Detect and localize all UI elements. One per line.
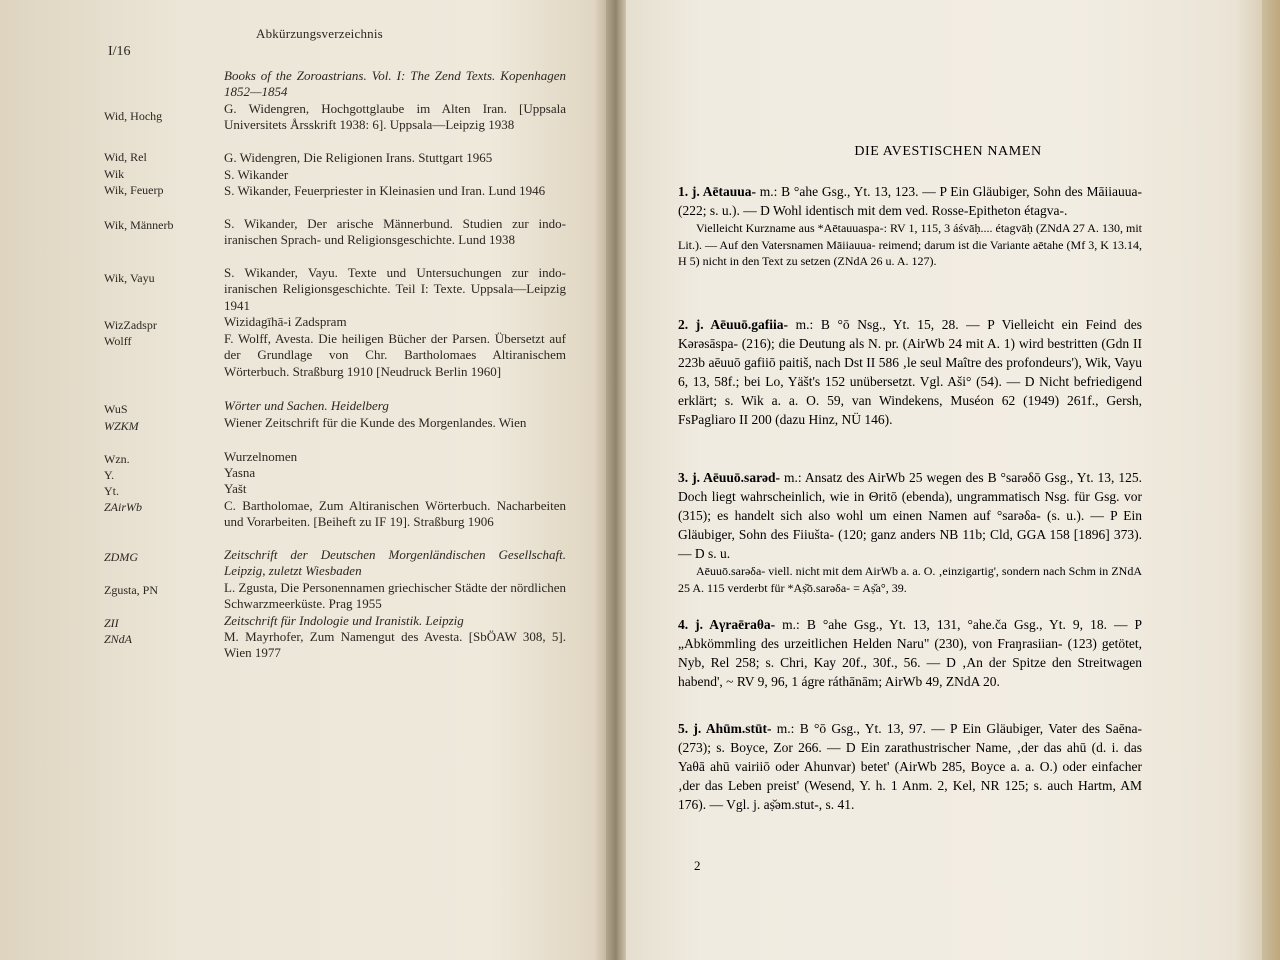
name-entry <box>678 615 1142 691</box>
page-number-right: 2 <box>694 858 701 873</box>
abbreviation-description: Wiener Zeitschrift für die Kunde des Morgenlandes. Wien <box>224 415 527 430</box>
abbreviation-description: F. Wolff, Avesta. Die heiligen Bücher der Parsen. Übersetzt auf der Grundlage von Chr. Bartholomaes Altiranischem Wörterbuch. Straßburg 1910 [Neudruck Berlin 1960] <box>224 331 566 379</box>
entry-body: m.: B °ahe Gsg., Yt. 13, 131, °ahe.ča Gsg., Yt. 9, 18. — P „Abkömmling des urzeitlichen Helden Naru" (230), von Fraŋrasiian- (123) getötet, Nyb, Rel 258; s. Chri, Kay 20f., 30f., 56. — D ‚An der Spitze den Streitwagen habend', ~ RV 9, 96, 1 ágre ráthānām; AirWb 49, ZNdA 20. <box>678 617 1142 689</box>
name-entry <box>678 315 1142 429</box>
abbreviation-description: Wizidagīhā-i Zadspram <box>224 314 347 329</box>
abbreviation-key: Wik, Männerb <box>104 218 174 232</box>
abbreviation-key: ZAirWb <box>104 500 143 514</box>
abbreviation-description: Wörter und Sachen. Heidelberg <box>224 398 389 413</box>
entry-number: 1. <box>678 184 689 199</box>
entry-number: 2. <box>678 317 689 332</box>
abbreviation-key: Wid, Hochg <box>104 109 163 123</box>
section-title: DIE AVESTISCHEN NAMEN <box>854 144 1042 159</box>
entry-headword: j. Aētauua- <box>691 184 757 199</box>
abbreviation-key: Y. <box>104 468 115 482</box>
entry-body: m.: B °ahe Gsg., Yt. 13, 123. — P Ein Gläubiger, Sohn des Māiiauua- (222; s. u.). — D Wohl identisch mit dem ved. Rosse-Epitheton étagva-. <box>678 184 1143 218</box>
abbreviation-description: C. Bartholomae, Zum Altiranischen Wörterbuch. Nacharbeiten und Vorarbeiten. [Beiheft zu IF 19]. Straßburg 1906 <box>224 498 566 530</box>
abbreviation-key: Wik, Feuerp <box>104 183 164 197</box>
entry-body: m.: Ansatz des AirWb 25 wegen des B °sarəδō Gsg., Yt. 13, 125. Doch liegt wahrscheinlich, wie in Θritō (ebenda), ungrammatisch Nsg. für Gsg. vor (315); es handelt sich also wohl um einen Namen auf °sarəδa- (s. u.). — P Ein Gläubiger, Sohn des Fiiušta- (120; ganz anders NB 11b; Cld, GGA 158 [1896] 373). — D s. u. <box>678 470 1143 561</box>
abbreviation-description: Zeitschrift für Indologie und Iranistik. Leipzig <box>224 613 464 628</box>
abbreviation-description: S. Wikander, Der arische Männerbund. Studien zur indo-iranischen Sprach- und Religionsgeschichte. Lund 1938 <box>224 216 566 248</box>
entry-headword: j. Ahūm.stūt- <box>693 721 772 736</box>
running-head: Abkürzungsverzeichnis <box>256 26 383 41</box>
abbreviation-description: L. Zgusta, Die Personennamen griechischer Städte der nördlichen Schwarzmeerküste. Prag 1955 <box>224 580 566 612</box>
abbreviation-key: Wik <box>104 167 125 181</box>
abbreviation-list <box>0 0 612 960</box>
entry-body: m.: B °ō Gsg., Yt. 13, 97. — P Ein Gläubiger, Vater des Saēna- (273); s. Boyce, Zor 266. — D Ein zarathustrischer Name, ‚der das ahū (d. i. das Yaθā ahū vairiiō oder Ahunvar) betet' (AirWb 285, Boyce a. a. O.) oder einfacher ‚der das Leben preist' (Wesend, Y. h. 1 Anm. 2, Kel, NR 125; s. auch Hartm, AM 176). — Vgl. j. aṣ̌əm.stut-, s. 41. <box>678 721 1143 812</box>
entry-body: m.: B °ō Nsg., Yt. 15, 28. — P Vielleicht ein Feind des Kərəsāspa- (216); die Deutung als N. pr. (AirWb 24 mit A. 1) wird bestritten (Gdn II 223b aēuuō gafiiō paitiš, nach Dst II 586 ‚le seul Maître des profondeurs'), Wik, Vayu 6, 13, 58f.; bei Lo, Yäšt's 152 unübersetzt. Vgl. Aši° (54). — D Nicht befriedigend erklärt; s. Wik a. a. O. 59, van Windekens, Muséon 62 (1949) 261f., Gersh, FsPagliaro II 200 (dazu Hinz, NÜ 146). <box>678 317 1143 427</box>
abbreviation-key: Yt. <box>104 484 119 498</box>
name-entry <box>678 719 1142 814</box>
abbreviation-description: Zeitschrift der Deutschen Morgenländischen Gesellschaft. Leipzig, zuletzt Wiesbaden <box>224 547 566 579</box>
abbreviation-key: WuS <box>104 402 128 416</box>
entry-number: 4. <box>678 617 689 632</box>
name-entry <box>678 182 1142 270</box>
entry-headword: j. Aēuuō.sarəd- <box>692 470 781 485</box>
abbreviation-key: ZNdA <box>104 632 133 646</box>
abbreviation-key: ZII <box>104 616 119 630</box>
abbreviation-key: Zgusta, PN <box>104 583 158 597</box>
entry-note: Aēuuō.sarəδa- viell. nicht mit dem AirWb a. a. O. ‚einzigartig', sondern nach Schm in ZNdA 25 A. 115 verderbt für *Aṣ̌ō.sarəδa- = Aṣ̌a°, 39. <box>678 564 1142 595</box>
abbreviation-description: Yašt <box>224 481 247 496</box>
abbreviation-description: Books of the Zoroastrians. Vol. I: The Zend Texts. Kopenhagen 1852—1854 <box>224 68 566 100</box>
abbreviation-key: Wzn. <box>104 452 130 466</box>
entry-headword: j. Aēuuō.gafiia- <box>695 317 789 332</box>
abbreviation-description: M. Mayrhofer, Zum Namengut des Avesta. [SbÖAW 308, 5]. Wien 1977 <box>224 629 566 661</box>
abbreviation-description: S. Wikander <box>224 167 289 182</box>
entry-headword: j. Aγraēraθa- <box>695 617 776 632</box>
abbreviation-key: Wid, Rel <box>104 150 147 164</box>
name-entry <box>678 468 1142 596</box>
abbreviation-description: G. Widengren, Hochgottglaube im Alten Iran. [Uppsala Universitets Årsskrift 1938: 6]. Uppsala—Leipzig 1938 <box>224 101 566 133</box>
entry-number: 3. <box>678 470 689 485</box>
book-gutter <box>606 0 628 960</box>
abbreviation-key: Wolff <box>104 334 132 348</box>
abbreviation-description: G. Widengren, Die Religionen Irans. Stuttgart 1965 <box>224 150 493 165</box>
abbreviation-description: Wurzelnomen <box>224 449 298 464</box>
abbreviation-description: S. Wikander, Vayu. Texte und Untersuchungen zur indo-iranischen Religionsgeschichte. Teil I: Texte. Uppsala—Leipzig 1941 <box>224 265 566 313</box>
abbreviation-key: Wik, Vayu <box>104 271 155 285</box>
abbreviation-key: ZDMG <box>104 550 139 564</box>
abbreviation-description: S. Wikander, Feuerpriester in Kleinasien und Iran. Lund 1946 <box>224 183 546 198</box>
abbreviation-key: WizZadspr <box>104 318 157 332</box>
page-edge <box>1262 0 1280 960</box>
abbreviation-description: Yasna <box>224 465 256 480</box>
entry-note: Vielleicht Kurzname aus *Aētauuaspa-: RV 1, 115, 3 áśvāḥ.... étagvāḥ (ZNdA 27 A. 130, mit Lit.). — Auf den Vatersnamen Māiiauua- reimend; darum ist die Variante aētahe (Mf 3, K 13.14, H 5) nicht in den Text zu setzen (ZNdA 26 u. A. 127). <box>678 221 1142 268</box>
entry-number: 5. <box>678 721 689 736</box>
abbreviation-key: WZKM <box>104 419 139 433</box>
page-number-left: I/16 <box>108 44 131 59</box>
left-page <box>0 0 612 960</box>
